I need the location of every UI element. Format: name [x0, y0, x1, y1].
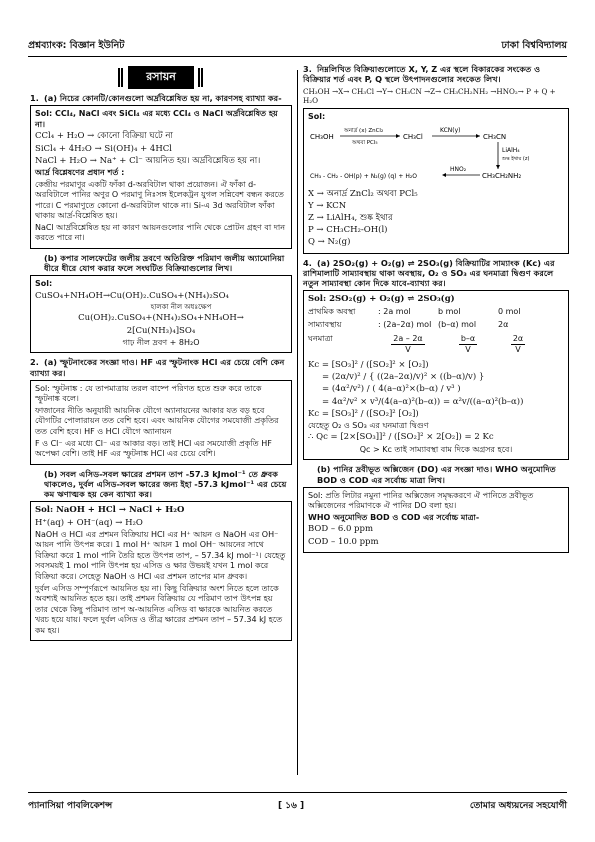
r-cond1a: অনার্দ্র (x) ZnCl₂ — [344, 128, 384, 135]
q1b-question: (b) কপার সালফেটের জলীয় দ্রবণে অতিরিক্ত পরিমাণ জলীয় অ্যামোনিয়া ধীরে ধীরে যোগ করার ফলে সংঘটিত বিক্রিয়াগুলোর লিখ। — [44, 252, 285, 274]
arrowhead-4 — [442, 173, 446, 177]
equilibrium-table: প্রাথমিক অবস্থা : 2a mol b mol 0 mol সাম্যাবস্থায় : (2a–2α) mol (b–α) mol 2α ঘনমাত্রা $\frac{2a - 2\alpha}{V}$ $\frac{b-\alpha}{V}$ $\frac{2\alpha}{V}$ — [308, 306, 524, 355]
arrowhead-2 — [476, 134, 480, 138]
q2a-solution: Sol: স্ফুটনাঙ্ক : যে তাপমাত্রায় তরল বাষ্পে পরিণত হতে শুরু করে তাকে স্ফুটনাঙ্ক বলে। ফাজানের নীতি অনুযায়ী আয়নিক যৌগে অ্যানায়নের আকার যত বড় হবে যৌগটির পোলারায়ন তত বেশি হবে। এবং আয়নিক যৌগের সমযোজী প্রকৃতির তত বেশি হবে। HF ও HCl যৌগে অ্যানায়ন F ও Cl⁻ এর মধ্যে Cl⁻ এর আকার বড়। তাই HCl এর সমযোজী প্রকৃতি HF অপেক্ষা বেশি। তাই HF এর স্ফুটনাঙ্ক HCl এর চেয়ে বেশি। — [30, 380, 292, 465]
right-column — [303, 62, 569, 557]
r-ether: শুষ্ক ইথার (z) — [502, 156, 530, 163]
footer-right: তোমার অধ্যয়নের সহযোগী — [469, 800, 567, 811]
page-header — [28, 38, 567, 57]
section-title-banner — [91, 68, 231, 87]
header-right: ঢাকা বিশ্ববিদ্যালয় — [501, 40, 567, 51]
r-ch3cl: CH₃Cl — [403, 133, 423, 142]
q3-reaction-diagram — [308, 123, 564, 185]
banner-bars-left — [118, 68, 124, 87]
page-number: [ ১৬ ] — [277, 800, 305, 811]
q1a-question: 1. (a) নিচের কোনটি/কোনগুলো অর্দ্রবিশ্লেষিত হয় না, কারণসহ ব্যাখ্যা কর- — [30, 93, 282, 103]
r-amine: CH₃CH₂NH₂ — [482, 172, 522, 181]
r-bottom: CH₃ - CH₂ - OH(p) + N₂(g) (q) + H₂O — [310, 173, 418, 181]
q2b-question: (b) সবল এসিড-সবল ক্ষারের প্রশমন তাপ -57.3 kJmol⁻¹ তে ধ্রুবক থাকলেও, দুর্বল এসিড-সবল ক্ষারের জন্য ইহা -57.3 kJmol⁻¹ এর চেয়ে কম ঋণাত্মক হয় কেন ব্যাখ্যা কর। — [44, 468, 287, 500]
q1b-solution: Sol: CuSO₄+NH₄OH→Cu(OH)₂.CuSO₄+(NH₄)₂SO₄ হালকা নীল অধঃক্ষেপ Cu(OH)₂.CuSO₄+(NH₄)₂SO₄+NH₄OH→ 2[Cu(NH₃)₄]SO₄ গাঢ় নীল দ্রবণ + 8H₂O — [30, 275, 292, 353]
page-footer — [28, 792, 567, 814]
arrowhead-1 — [396, 134, 400, 138]
q2b-solution: Sol: NaOH + HCl → NaCl + H₂O H⁺(aq) + OH⁻(aq) → H₂O NaOH ও HCl এর প্রশমন বিক্রিয়ায় HCl এর H⁺ আয়ন ও NaOH এর OH⁻ আয়ন পানি উৎপন্ন করে। 1 mol H⁺ আয়ন 1 mol OH⁻ আয়নের সাথে বিক্রিয়া করে 1 mol পানি তৈরি হতে উৎপন্ন তাপ, – 57.34 kJ mol⁻¹। যেহেতু সবসময়ই 1 mol পানি উৎপন্ন হয় এসিড ও ক্ষার উভয়ই যখন 1 mol করে বিক্রিয়া করে। সেহেতু NaOH ও HCl এর প্রশমন তাপের মান ধ্রুবক। দুর্বল এসিড সম্পূর্ণরূপে আয়নিত হয় না। কিছু বিক্রিয়ার অংশ নিতে হলে তাকে অবশ্যই আয়নিত হতে হয়। তাই প্রশমন বিক্রিয়ায় যে পরিমাণ তাপ উৎপন্ন হয় তার থেকে কিছু পরিমাণ তাপ অ-আয়নিত এসিড বা ক্ষারকে আয়নিত করতে খরচ হয়ে যায়। ফলে দুর্বল এসিড ও তীব্র ক্ষারের প্রশমন তাপ – 57.34 kJ হতে কম হয়। — [30, 501, 292, 641]
left-column — [30, 62, 292, 645]
arrowhead-3 — [496, 165, 500, 169]
column-divider — [297, 70, 298, 775]
q4b-solution: Sol: প্রতি লিটার নমুনা পানির অক্সিজেন সমৃদ্ধকরণে ঐ পানিতে দ্রবীভূত অক্সিজেনের পরিমাণকে ঐ পানির DO বলা হয়। WHO অনুমোদিত BOD ও COD এর সর্বোচ্চ মাত্রা- BOD – 6.0 ppm COD – 10.0 ppm — [303, 487, 569, 553]
footer-left: প্যানাসিয়া পাবলিকেশন্স — [28, 800, 113, 811]
q4b-question: (b) পানির দ্রবীভূত অক্সিজেন (DO) এর সংজ্ঞা দাও। WHO অনুমোদিত BOD ও COD এর সর্বোচ্চ মাত্রা লিখ। — [317, 464, 556, 485]
q2a-question: 2. (a) স্ফুটনাংকের সংজ্ঞা দাও। HF এর স্ফুটনাংক HCl এর চেয়ে বেশি কেন ব্যাখ্যা কর। — [30, 357, 285, 378]
q3-scheme: CH₃OH →X→ CH₃Cl →Y→ CH₃CN →Z→ CH₃CH₂NH₂ →HNO₂→ P + Q + H₂O — [303, 86, 556, 105]
q4a-question: 4. (a) 2SO₂(g) + O₂(g) ⇌ 2SO₃(g) বিক্রিয়াটির সাম্যাংক (Kc) এর রাশিমালাটি সাম্যাবস্থায় থাকা অবস্থায়, O₂ ও SO₃ এর ঘনমাত্রা দ্বিগুণ করলে নতুন সাম্যাবস্থা কোন দিকে যাবে-ব্যাখ্যা কর। — [303, 257, 555, 289]
q3-solution: Sol: CH₃OH অনার্দ্র (x) ZnCl₂ অথবা PCl₅ CH₃Cl KCN(y) CH₃CN LiAlH₄ শুষ্ক ইথার (z) CH₃ - CH₂ - OH(p) + N₂(g) (q) + H₂O HNO₂ CH₃CH₂NH₂ X → অনার্দ্র ZnCl₂ অথবা PCl₅ Y → KCN Z → LiAlH₄, শুষ্ক ইথার P → CH₃CH₂-OH(l) Q → N₂(g) — [303, 108, 569, 254]
r-kcn: KCN(y) — [440, 127, 461, 135]
q3-question: 3. নিম্নলিখিত বিক্রিয়াগুলোতে X, Y, Z এর স্থলে বিকারকের সংকেত ও বিক্রিয়ার শর্ত এবং P, Q স্থলে উৎপাদনগুলোর সংকেত লিখ। — [303, 64, 541, 85]
banner-bars-right — [198, 68, 204, 87]
r-cond1b: অথবা PCl₅ — [352, 140, 378, 147]
r-ch3oh: CH₃OH — [310, 133, 334, 142]
r-hno2: HNO₂ — [450, 166, 467, 174]
r-lialh4: LiAlH₄ — [502, 147, 520, 155]
header-left: প্রশ্নব্যাংক: বিজ্ঞান ইউনিট — [28, 40, 125, 51]
section-title: রসায়ন — [128, 66, 194, 89]
r-ch3cn: CH₃CN — [483, 133, 507, 142]
q1a-solution: Sol: CCl₄, NaCl এবং SiCl₄ এর মধ্যে CCl₄ ও NaCl অর্দ্রবিশ্লেষিত হয় না। CCl₄ + H₂O → কোনো বিক্রিয়া ঘটে না SiCl₄ + 4H₂O → Si(OH)₄ + 4HCl NaCl + H₂O → Na⁺ + Cl⁻ আয়নিত হয়। অর্দ্রবিশ্লেষিত হয় না। আর্দ্র বিশ্লেষণের প্রধান শর্ত : কেন্দ্রীয় পরমাণুর একটি ফাঁকা d-অরবিটাল থাকা প্রয়োজন। ঐ ফাঁকা d-অরবিটালে পানির অণুর O পরমাণু নিঃসঙ্গ ইলেকট্রন যুগল সন্নিবেশ বন্ধন করতে পারে। C পরমাণুতে কোনো d-অরবিটাল থাকে না। Si-এ 3d অরবিটাল ফাঁকা থাকায় আর্দ্র-বিশ্লেষিত হয়। NaCl আর্দ্রবিশ্লেষিত হয় না কারণ আয়নগুলোর পানি থেকে প্রোটন গ্রহণ বা দান করতে পারে না। — [30, 105, 292, 249]
q4a-solution: Sol: 2SO₂(g) + O₂(g) ⇌ 2SO₃(g) প্রাথমিক অবস্থা : 2a mol b mol 0 mol সাম্যাবস্থায় : (2a–2α) mol (b–α) mol 2α ঘনমাত্রা $\frac{2a - 2\alpha}{V}$ $\frac{b-\alpha}{V}$ $\frac{2\alpha}{V}$ Kc = [SO₃]² / ([SO₂]² × [O₂]) = (2α/v)² / { ((2a–2α)/v)² × ((b–α)/v) } = (4α²/v²) / ( 4(a–α)²×(b–α) / v³ ) = 4α²/v² × v³/(4(a–α)²(b–α)) = α²v/((a–α)²(b–α)) Kc = [SO₃]² / ([SO₂]² [O₂]) যেহেতু O₂ ও SO₃ এর ঘনমাত্রা দ্বিগুণ ∴ Qc = [2×[SO₃]]² / ([SO₂]² × 2[O₂]) = 2 Kc Qc > Kc তাই সাম্যাবস্থা বাম দিকে অগ্রসর হবে। — [303, 290, 569, 460]
